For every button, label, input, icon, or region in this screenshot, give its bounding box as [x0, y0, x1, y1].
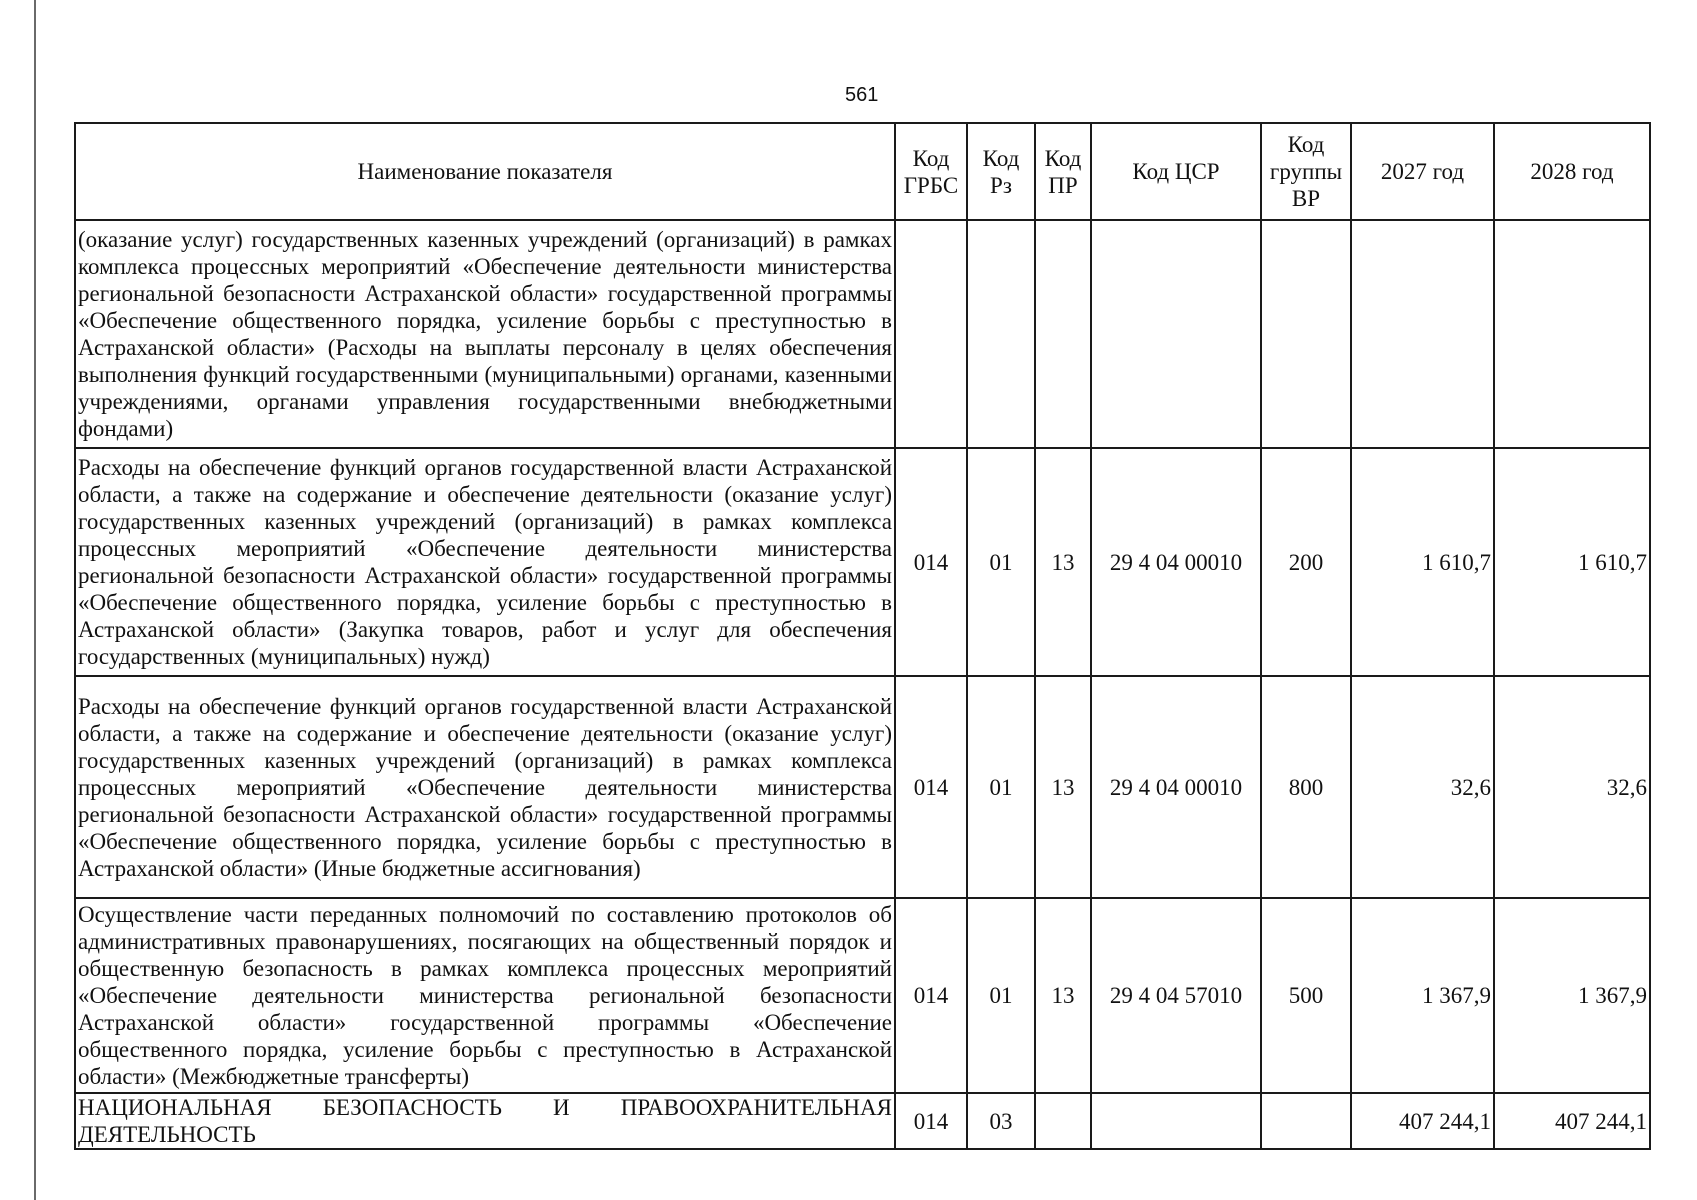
row-name: (оказание услуг) государственных казенных учреждений (организаций) в рамках комплекса процессных мероприятий «Обеспечение деятельности министерства региональной безопасности Астраханской области» государственной программы «Обеспечение общественного порядка, усиление борьбы с преступностью в Астраханской области» (Расходы на выплаты персоналу в целях обеспечения выполнения функций государственными (муниципальными) органами, казенными учреждениями, органами управления государственными внебюджетными фондами): [75, 220, 895, 448]
header-csr: Код ЦСР: [1091, 123, 1261, 220]
row-name: Расходы на обеспечение функций органов государственной власти Астраханской области, а также на содержание и обеспечение деятельности (оказание услуг) государственных казенных учреждений (организаций) в рамках комплекса процессных мероприятий «Обеспечение деятельности министерства региональной безопасности Астраханской области» государственной программы «Обеспечение общественного порядка, усиление борьбы с преступностью в Астраханской области» (Закупка товаров, работ и услуг для обеспечения государственных (муниципальных) нужд): [75, 448, 895, 676]
row-grbs: 014: [895, 1093, 967, 1149]
row-2028: 32,6: [1494, 676, 1650, 898]
row-vr: 200: [1261, 448, 1351, 676]
row-rz: 01: [967, 448, 1035, 676]
header-rz: Код Рз: [967, 123, 1035, 220]
header-vr: Код группы ВР: [1261, 123, 1351, 220]
row-2028: 1 610,7: [1494, 448, 1650, 676]
row-2028: 407 244,1: [1494, 1093, 1650, 1149]
left-margin-rule: [34, 0, 36, 1200]
row-2027: 1 367,9: [1351, 898, 1494, 1093]
row-2027: [1351, 220, 1494, 448]
table-row: [75, 220, 1650, 448]
row-vr: [1261, 220, 1351, 448]
row-grbs: 014: [895, 898, 967, 1093]
row-pr: 13: [1035, 448, 1091, 676]
row-pr: [1035, 220, 1091, 448]
row-grbs: 014: [895, 448, 967, 676]
row-rz: 03: [967, 1093, 1035, 1149]
row-vr: [1261, 1093, 1351, 1149]
row-pr: 13: [1035, 898, 1091, 1093]
row-name: НАЦИОНАЛЬНАЯ БЕЗОПАСНОСТЬ И ПРАВООХРАНИТЕЛЬНАЯ ДЕЯТЕЛЬНОСТЬ: [75, 1093, 895, 1149]
table-row: [75, 898, 1650, 1093]
row-2028: [1494, 220, 1650, 448]
row-2027: 1 610,7: [1351, 448, 1494, 676]
row-2028: 1 367,9: [1494, 898, 1650, 1093]
page-number: 561: [845, 84, 879, 106]
row-rz: 01: [967, 676, 1035, 898]
row-2027: 407 244,1: [1351, 1093, 1494, 1149]
row-csr: 29 4 04 57010: [1091, 898, 1261, 1093]
header-pr: Код ПР: [1035, 123, 1091, 220]
row-pr: 13: [1035, 676, 1091, 898]
header-2028: 2028 год: [1494, 123, 1650, 220]
row-rz: [967, 220, 1035, 448]
row-grbs: [895, 220, 967, 448]
row-name: Расходы на обеспечение функций органов государственной власти Астраханской области, а также на содержание и обеспечение деятельности (оказание услуг) государственных казенных учреждений (организаций) в рамках комплекса процессных мероприятий «Обеспечение деятельности министерства региональной безопасности Астраханской области» государственной программы «Обеспечение общественного порядка, усиление борьбы с преступностью в Астраханской области» (Иные бюджетные ассигнования): [75, 676, 895, 898]
table-row: [75, 448, 1650, 676]
row-csr: [1091, 1093, 1261, 1149]
header-2027: 2027 год: [1351, 123, 1494, 220]
table-row: [75, 1093, 1650, 1149]
budget-table: [74, 122, 1651, 1150]
row-vr: 800: [1261, 676, 1351, 898]
row-csr: 29 4 04 00010: [1091, 676, 1261, 898]
row-name: Осуществление части переданных полномочий по составлению протоколов об административных правонарушениях, посягающих на общественный порядок и общественную безопасность в рамках комплекса процессных мероприятий «Обеспечение деятельности министерства региональной безопасности Астраханской области» государственной программы «Обеспечение общественного порядка, усиление борьбы с преступностью в Астраханской области» (Межбюджетные трансферты): [75, 898, 895, 1093]
row-pr: [1035, 1093, 1091, 1149]
row-2027: 32,6: [1351, 676, 1494, 898]
table-header-row: [75, 123, 1650, 220]
row-csr: [1091, 220, 1261, 448]
table-row: [75, 676, 1650, 898]
row-vr: 500: [1261, 898, 1351, 1093]
row-rz: 01: [967, 898, 1035, 1093]
row-grbs: 014: [895, 676, 967, 898]
row-csr: 29 4 04 00010: [1091, 448, 1261, 676]
header-name: Наименование показателя: [75, 123, 895, 220]
header-grbs: Код ГРБС: [895, 123, 967, 220]
